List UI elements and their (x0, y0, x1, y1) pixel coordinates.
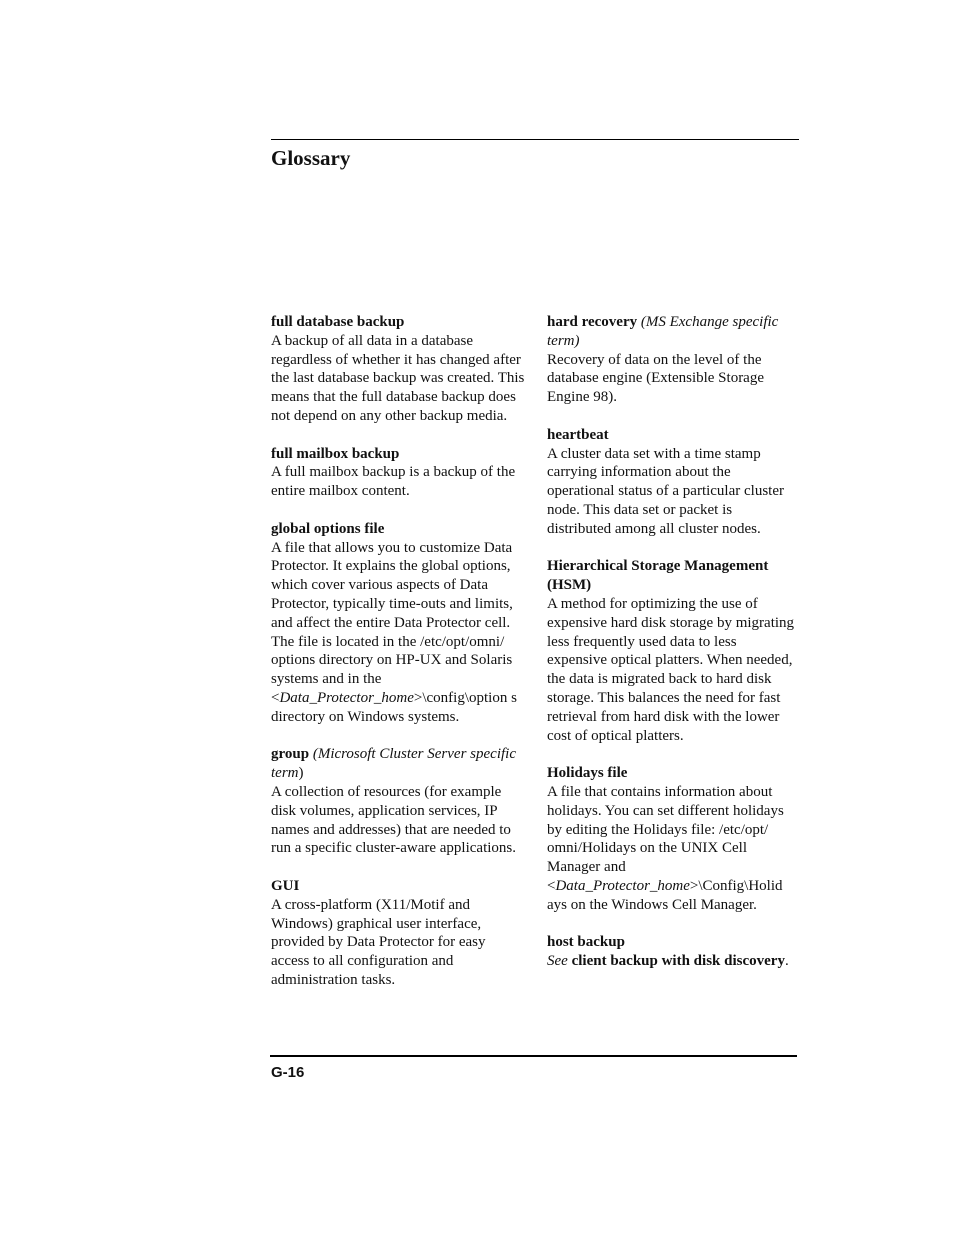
glossary-term: Hierarchical Storage Management (HSM) (547, 558, 769, 594)
glossary-term-line (271, 745, 526, 783)
glossary-term: host backup (547, 934, 625, 951)
glossary-term: full database backup (271, 314, 405, 330)
glossary-term-line (547, 313, 799, 351)
header-rule (271, 139, 799, 140)
term-qualifier-close: ) (298, 765, 304, 782)
glossary-definition: A backup of all data in a database regardless of whether it has changed after the last database backup was created. This means that the full database backup does not depend on any other backup media. (271, 332, 525, 424)
page-number: G-16 (271, 1064, 305, 1081)
term-qualifier-open: ( (309, 746, 318, 763)
glossary-term: heartbeat (547, 426, 609, 443)
definition-text-end: >\config\option s directory on Windows systems. (271, 689, 517, 725)
glossary-term: global options file (271, 520, 385, 537)
term-qualifier: Microsoft Cluster Server specific term (271, 746, 516, 782)
glossary-entry-holidays-file (547, 764, 799, 914)
glossary-term: group (271, 746, 310, 763)
glossary-definition: A cross-platform (X11/Motif and Windows) graphical user interface, provided by Data Protector for easy access to all configuration and administration tasks. (271, 896, 486, 988)
glossary-entry-hard-recovery (547, 313, 799, 407)
glossary-entry-hsm (547, 557, 799, 745)
path-variable: Data_Protector_home (279, 689, 414, 706)
glossary-term: Holidays file (547, 765, 628, 782)
glossary-entry-full-database-backup (271, 313, 526, 426)
footer-rule (270, 1055, 797, 1057)
glossary-definition: A cluster data set with a time stamp carrying information about the operational status of a particular cluster node. This data set or packet is distributed among all cluster nodes. (547, 445, 784, 537)
definition-text: A file that allows you to customize Data Protector. It explains the global options, which cover various aspects of Data Protector, typically time-outs and limits, and affect the entire Data Protector cell. The file is located in the /etc/opt/omni/ options directory on HP-UX and Solaris systems and in the (271, 539, 513, 688)
glossary-entry-global-options-file (271, 520, 526, 727)
angle-open: < (271, 689, 280, 706)
glossary-column-left (271, 313, 526, 1008)
glossary-entry-heartbeat (547, 426, 799, 539)
glossary-definition (547, 952, 799, 971)
term-qualifier: (MS Exchange specific term) (547, 314, 779, 349)
glossary-definition (271, 539, 526, 727)
glossary-term: hard recovery (547, 314, 638, 330)
glossary-entry-gui (271, 877, 526, 990)
glossary-entry-group (271, 745, 526, 858)
page-title: Glossary (271, 146, 351, 170)
glossary-term: GUI (271, 877, 300, 894)
see-label: See (547, 953, 568, 970)
period: . (784, 953, 789, 970)
glossary-definition: A method for optimizing the use of expensive hard disk storage by migrating less frequently used data to less expensive optical platters. When needed, the data is migrated back to hard disk storage. This balances the need for fast retrieval from hard disk with the lower cost of optical platters. (547, 595, 795, 744)
glossary-definition: A full mailbox backup is a backup of the entire mailbox content. (271, 464, 516, 500)
glossary-entry-host-backup (547, 933, 799, 971)
path-variable: Data_Protector_home (555, 877, 690, 894)
glossary-entry-full-mailbox-backup (271, 445, 526, 501)
angle-open: < (547, 877, 556, 894)
cross-reference-link[interactable]: client backup with disk discovery (571, 953, 785, 970)
definition-text: A file that contains information about holidays. You can set different holidays by editing the Holidays file: /etc/opt/ omni/Holidays on the UNIX Cell Manager and (547, 783, 784, 876)
glossary-term: full mailbox backup (271, 445, 400, 462)
definition-text-end: >\Config\Holid ays on the Windows Cell Manager. (547, 877, 783, 913)
glossary-definition (547, 783, 799, 915)
glossary-definition: A collection of resources (for example disk volumes, application services, IP names and addresses) that are needed to run a specific cluster-aware applications. (271, 783, 517, 857)
glossary-definition: Recovery of data on the level of the database engine (Extensible Storage Engine 98). (547, 351, 765, 406)
glossary-column-right (547, 313, 799, 990)
